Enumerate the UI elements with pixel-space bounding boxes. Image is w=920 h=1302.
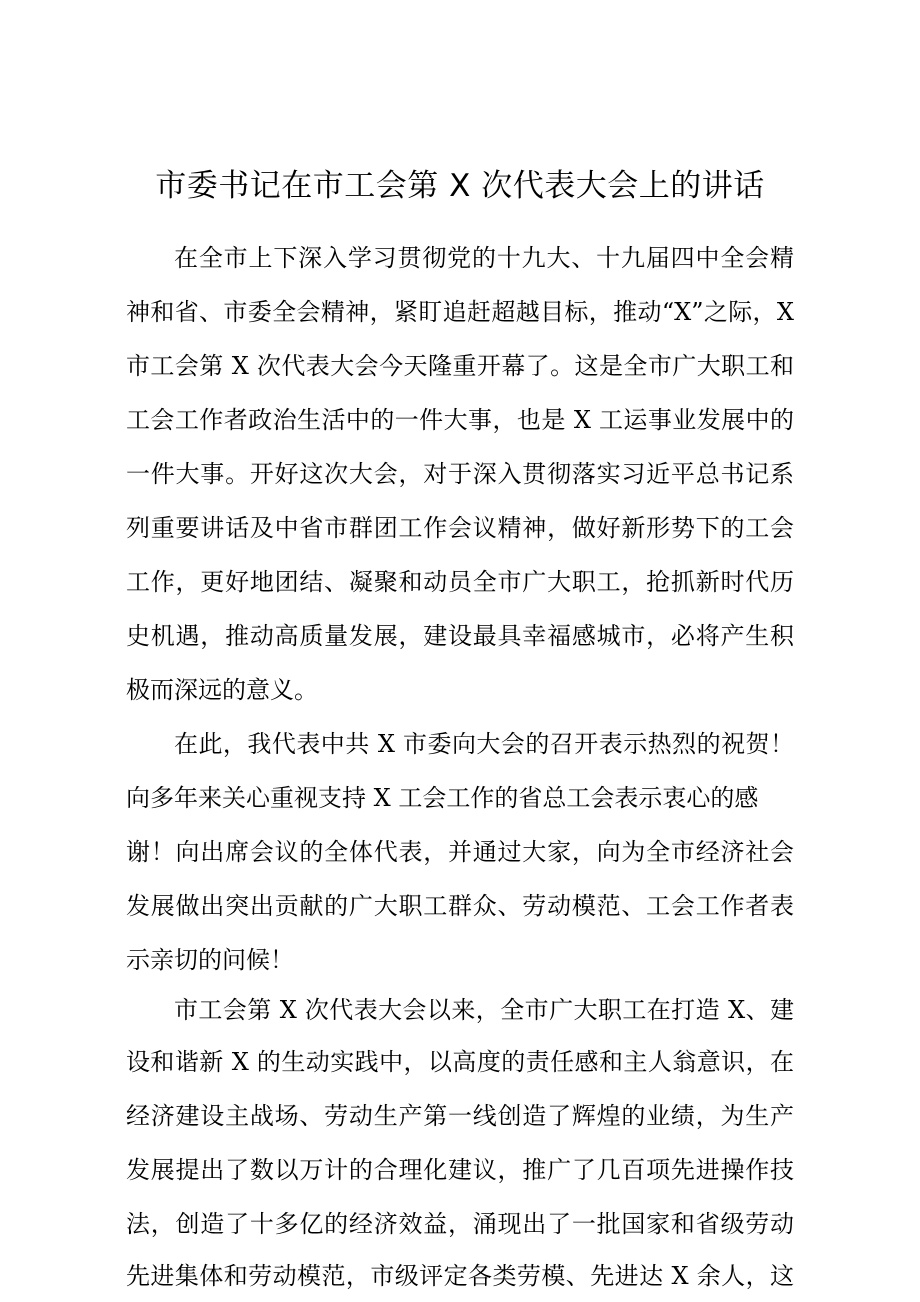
- paragraph-3-line-6: 先进集体和劳动模范，市级评定各类劳模、先进达 X 余人，这: [126, 1262, 794, 1290]
- paragraph-1-line-3: 市工会第 X 次代表大会今天隆重开幕了。这是全市广大职工和: [126, 352, 794, 380]
- paragraph-1-line-1: 在全市上下深入学习贯彻党的十九大、十九届四中全会精: [174, 244, 794, 272]
- paragraph-3-line-2: 设和谐新 X 的生动实践中，以高度的责任感和主人翁意识，在: [126, 1048, 794, 1076]
- paragraph-3-line-3: 经济建设主战场、劳动生产第一线创造了辉煌的业绩，为生产: [126, 1102, 794, 1130]
- document-title: 市委书记在市工会第 X 次代表大会上的讲话: [155, 168, 765, 204]
- paragraph-1-line-9: 极而深远的意义。: [126, 676, 318, 704]
- paragraph-1-line-2: 神和省、市委全会精神，紧盯追赶超越目标，推动“X”之际，X: [126, 298, 794, 326]
- paragraph-1-line-8: 史机遇，推动高质量发展，建设最具幸福感城市，必将产生积: [126, 622, 794, 650]
- paragraph-3-line-5: 法，创造了十多亿的经济效益，涌现出了一批国家和省级劳动: [126, 1210, 794, 1238]
- paragraph-1-line-6: 列重要讲话及中省市群团工作会议精神，做好新形势下的工会: [126, 514, 794, 542]
- paragraph-3-line-1: 市工会第 X 次代表大会以来，全市广大职工在打造 X、建: [174, 996, 794, 1024]
- paragraph-2-line-2: 向多年来关心重视支持 X 工会工作的省总工会表示衷心的感: [126, 784, 759, 812]
- paragraph-2-line-4: 发展做出突出贡献的广大职工群众、劳动模范、工会工作者表: [126, 892, 794, 920]
- paragraph-2-line-1: 在此，我代表中共 X 市委向大会的召开表示热烈的祝贺！: [174, 730, 794, 758]
- paragraph-3-line-4: 发展提出了数以万计的合理化建议，推广了几百项先进操作技: [126, 1156, 794, 1184]
- paragraph-2-line-3: 谢！向出席会议的全体代表，并通过大家，向为全市经济社会: [126, 838, 794, 866]
- paragraph-1-line-7: 工作，更好地团结、凝聚和动员全市广大职工，抢抓新时代历: [126, 568, 794, 596]
- paragraph-1-line-5: 一件大事。开好这次大会，对于深入贯彻落实习近平总书记系: [126, 460, 794, 488]
- paragraph-2-line-5: 示亲切的问候！: [126, 946, 294, 974]
- paragraph-1-line-4: 工会工作者政治生活中的一件大事，也是 X 工运事业发展中的: [126, 406, 794, 434]
